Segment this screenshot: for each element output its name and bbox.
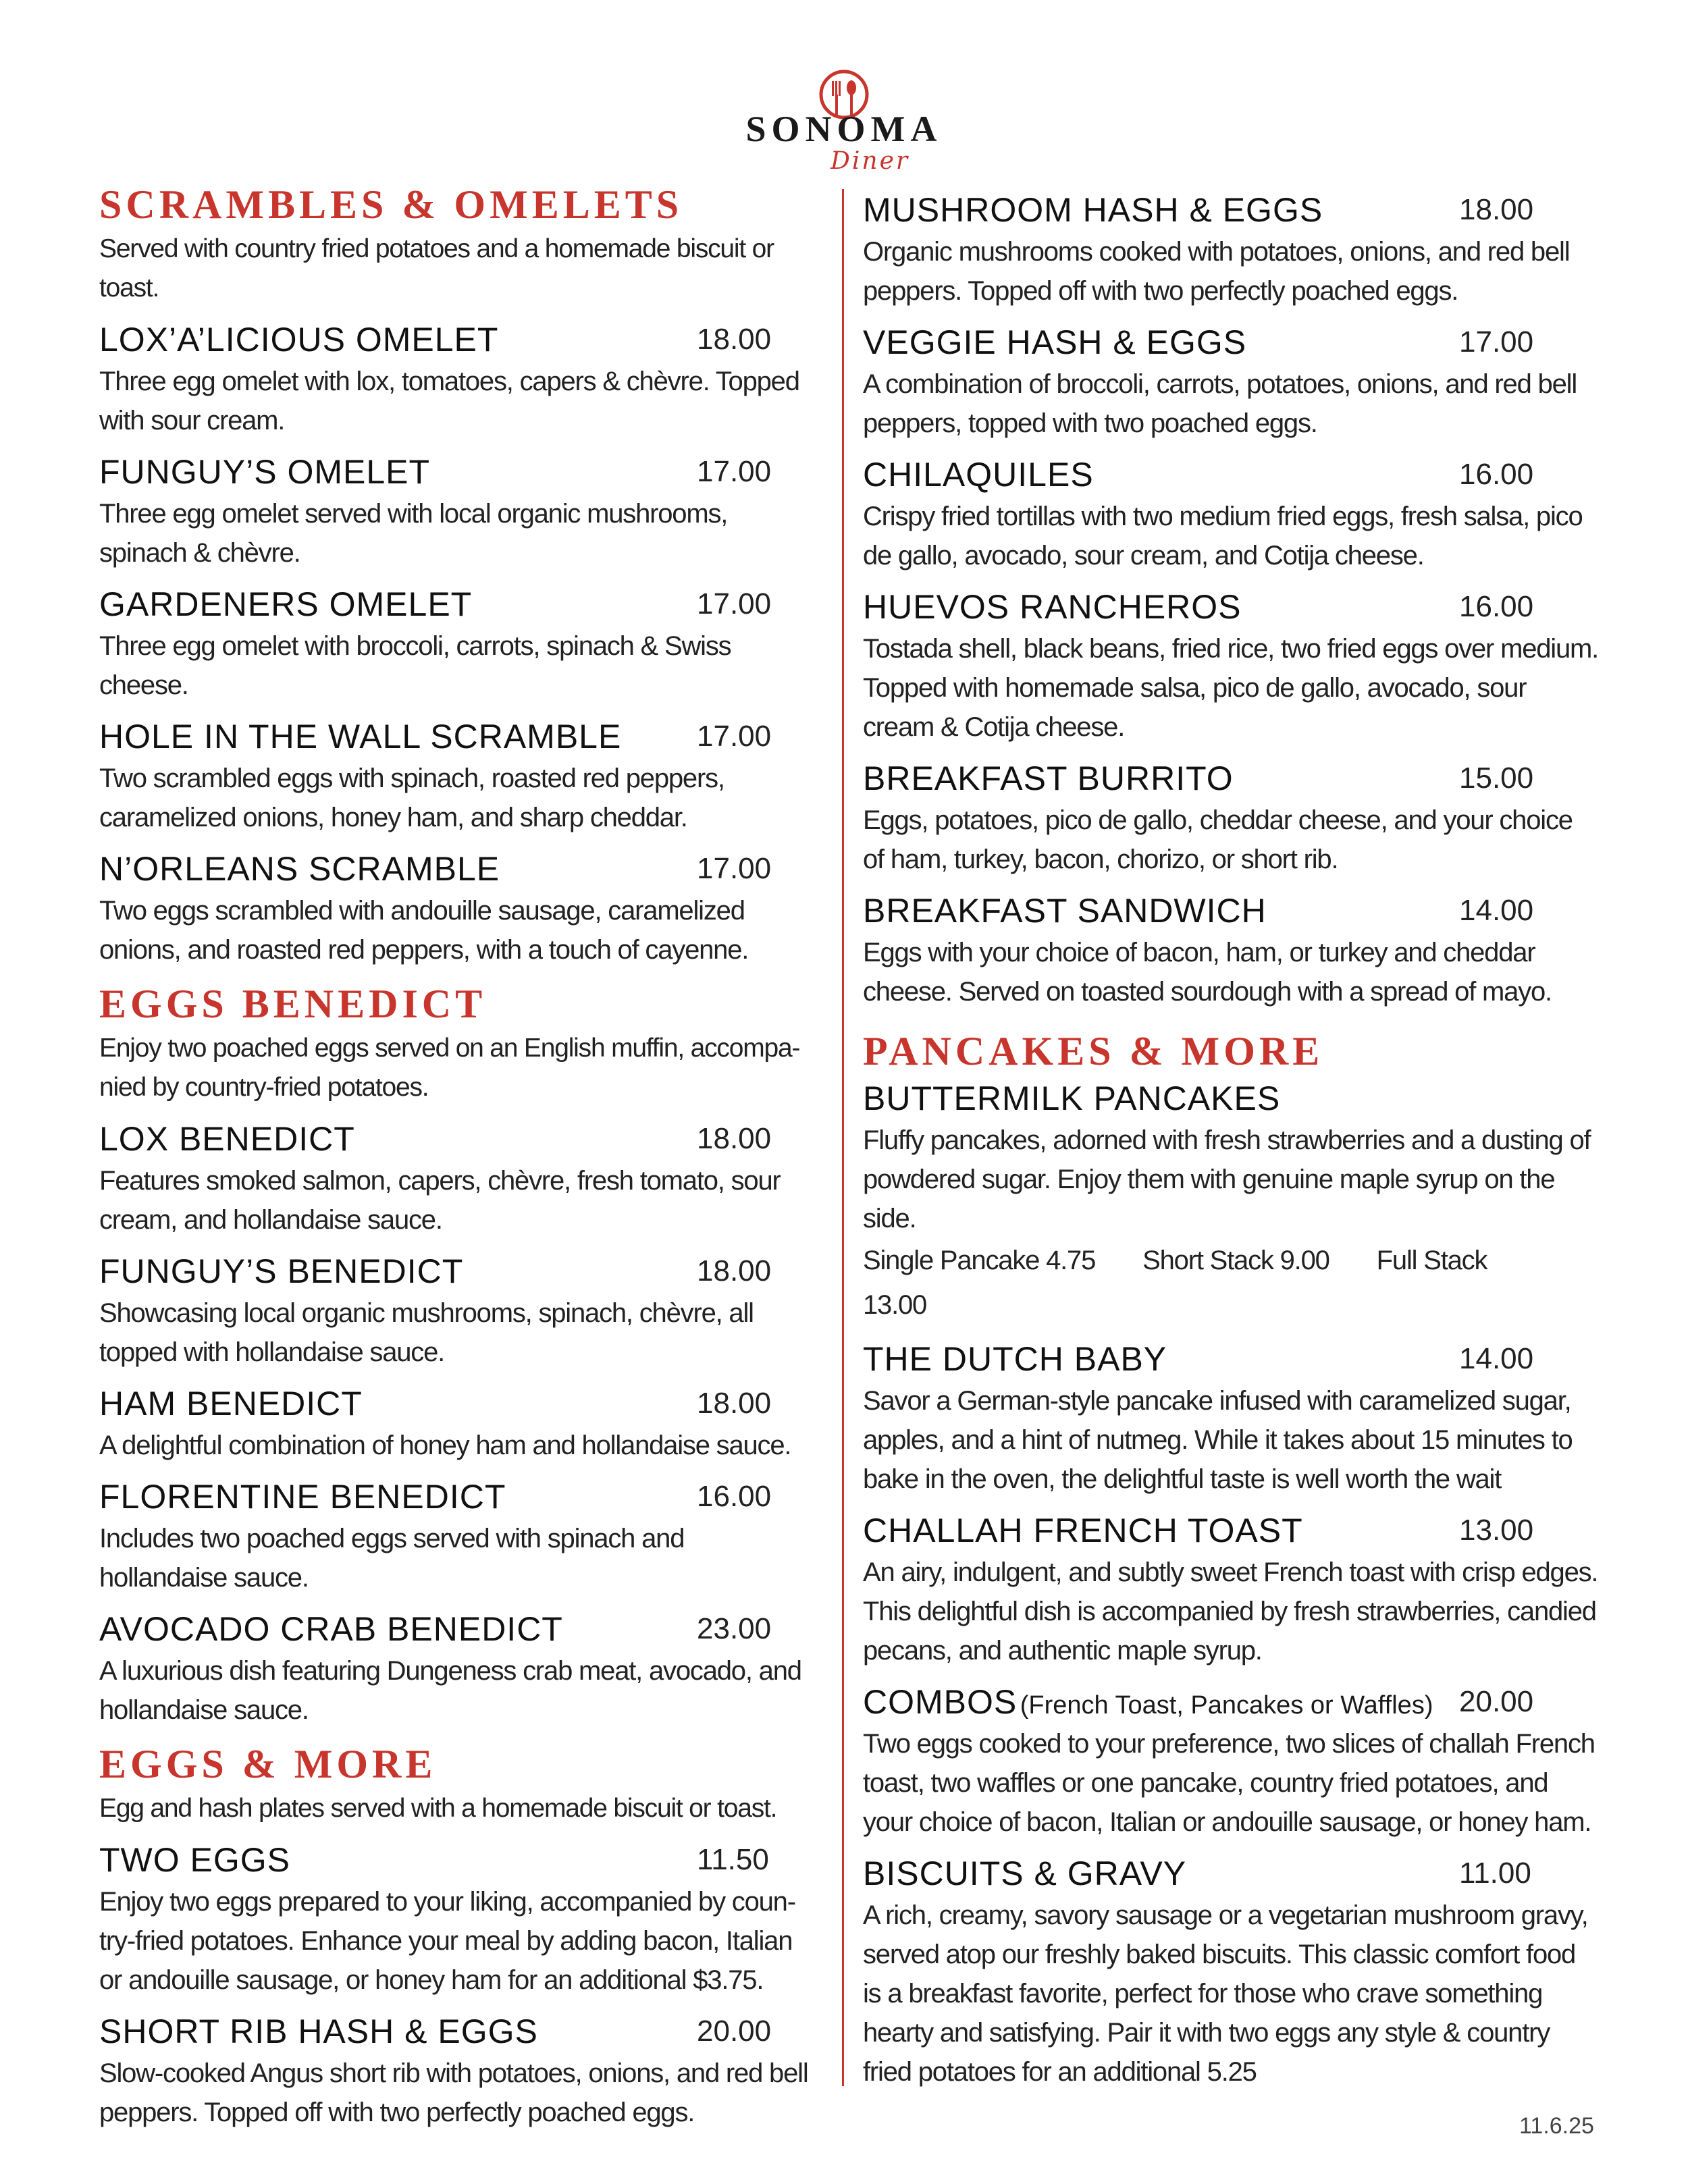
menu-item	[863, 1851, 1599, 2092]
item-desc: An airy, indulgent, and subtly sweet French toast with crisp edges. This delightful dish is accompanied by fresh strawberries, candied pecans, and authentic maple syrup.	[863, 1557, 1598, 1666]
item-price: 11.00	[1459, 1857, 1531, 1890]
item-name: N’ORLEANS SCRAMBLE	[99, 850, 500, 888]
item-desc: A combination of broccoli, carrots, potatoes, onions, and red bell peppers, topped with two poached eggs.	[863, 369, 1577, 438]
size-option: Short Stack 9.00	[1142, 1246, 1329, 1275]
menu-item	[99, 317, 815, 440]
menu-item	[863, 585, 1599, 747]
item-desc: Crispy fried tortillas with two medium fried eggs, fresh salsa, pico de gallo, avocado, sour cream, and Cotija cheese.	[863, 502, 1583, 570]
item-price: 18.00	[697, 323, 772, 356]
brand-script: Diner	[830, 147, 910, 175]
item-name: LOX BENEDICT	[99, 1120, 355, 1158]
item-name: TWO EGGS	[99, 1841, 290, 1879]
menu-item	[99, 2009, 815, 2132]
item-name: HUEVOS RANCHEROS	[863, 588, 1242, 626]
item-price: 17.00	[1459, 325, 1534, 358]
item-price: 16.00	[1459, 590, 1534, 623]
brand-name: SONOMA	[745, 109, 943, 149]
column-divider	[842, 189, 844, 2086]
item-name: BUTTERMILK PANCAKES	[863, 1080, 1281, 1117]
item-price: 18.00	[697, 1122, 772, 1155]
left-column	[99, 182, 815, 2132]
menu-item	[99, 1381, 815, 1465]
item-price: 16.00	[697, 1480, 772, 1513]
item-name: VEGGIE HASH & EGGS	[863, 323, 1247, 361]
item-price: 14.00	[1459, 1342, 1534, 1375]
item-desc: Three egg omelet with broccoli, carrots, spinach & Swiss cheese.	[99, 631, 731, 700]
item-price: 18.00	[1459, 193, 1534, 226]
item-price: 17.00	[697, 852, 772, 885]
size-options	[863, 1238, 1599, 1327]
item-desc: Three egg omelet served with local organic mushrooms, spinach & chèvre.	[99, 499, 728, 568]
section-title: SCRAMBLES & OMELETS	[99, 182, 683, 227]
section-title: EGGS & MORE	[99, 1742, 437, 1786]
item-name: LOX’A’LICIOUS OMELET	[99, 321, 499, 358]
logo	[729, 68, 959, 175]
menu-item	[99, 714, 815, 837]
item-name: HOLE IN THE WALL SCRAMBLE	[99, 718, 622, 755]
item-name: FUNGUY’S OMELET	[99, 453, 431, 491]
item-price: 11.50	[697, 1843, 769, 1876]
item-price: 14.00	[1459, 894, 1534, 927]
item-price: 18.00	[697, 1387, 772, 1420]
menu-item	[863, 320, 1599, 443]
menu-item	[863, 1076, 1599, 1327]
item-desc: Three egg omelet with lox, tomatoes, capers & chèvre. Topped with sour cream.	[99, 367, 799, 435]
item-name: GARDENERS OMELET	[99, 585, 473, 623]
item-name: CHALLAH FRENCH TOAST	[863, 1512, 1303, 1549]
item-price: 20.00	[697, 2015, 772, 2048]
item-desc: Two eggs cooked to your preference, two slices of challah French toast, two waffles or one pancake, country fried potatoes, and your choice of bacon, Italian or andouille sausage, or honey ham.	[863, 1729, 1595, 1837]
item-price: 13.00	[1459, 1514, 1534, 1547]
menu-date: 11.6.25	[1519, 2113, 1594, 2139]
item-desc: Includes two poached eggs served with spinach and hollandaise sauce.	[99, 1524, 685, 1593]
section-intro: Egg and hash plates served with a homemade biscuit or toast.	[99, 1794, 777, 1823]
menu-item	[863, 188, 1599, 311]
menu-item	[99, 582, 815, 705]
item-price: 15.00	[1459, 762, 1534, 795]
size-option: Full Stack 13.00	[863, 1246, 1487, 1320]
item-name: CHILAQUILES	[863, 456, 1094, 494]
section-intro: Served with country fried potatoes and a homemade biscuit or toast.	[99, 234, 774, 302]
section-title: PANCAKES & MORE	[863, 1029, 1324, 1073]
menu-item	[863, 756, 1599, 879]
menu-item	[99, 450, 815, 572]
section-title: EGGS BENEDICT	[99, 982, 487, 1026]
item-name: HAM BENEDICT	[99, 1385, 363, 1422]
item-desc: A delightful combination of honey ham and hollandaise sauce.	[99, 1431, 791, 1460]
item-name: AVOCADO CRAB BENEDICT	[99, 1610, 563, 1648]
menu-item	[99, 847, 815, 969]
item-price: 23.00	[697, 1612, 772, 1645]
menu-item	[99, 1838, 815, 2000]
size-option: Single Pancake 4.75	[863, 1246, 1096, 1275]
item-desc: Features smoked salmon, capers, chèvre, fresh tomato, sour cream, and hollandaise sauce.	[99, 1166, 781, 1235]
menu-item	[863, 888, 1599, 1011]
item-desc: Showcasing local organic mushrooms, spinach, chèvre, all topped with hollandaise sauce.	[99, 1298, 754, 1367]
item-name: BREAKFAST SANDWICH	[863, 892, 1267, 930]
item-desc: Eggs, potatoes, pico de gallo, cheddar cheese, and your choice of ham, turkey, bacon, chorizo, or short rib.	[863, 805, 1573, 874]
item-name: BREAKFAST BURRITO	[863, 760, 1234, 797]
item-name: MUSHROOM HASH & EGGS	[863, 191, 1323, 229]
menu-item	[863, 1508, 1599, 1670]
item-price: 20.00	[1459, 1685, 1534, 1718]
item-name: COMBOS	[863, 1683, 1018, 1721]
item-subtitle: (French Toast, Pancakes or Waffles)	[1020, 1691, 1433, 1720]
item-desc: Fluffy pancakes, adorned with fresh strawberries and a dusting of powdered sugar. Enjoy them with genuine maple syrup on the side.	[863, 1125, 1591, 1233]
menu-item	[99, 1474, 815, 1597]
menu-item	[99, 1117, 815, 1240]
item-desc: A rich, creamy, savory sausage or a vegetarian mushroom gravy, served atop our freshly baked biscuits. This classic comfort food is a breakfast favorite, perfect for those who crave something hearty and satisfying. Pair it with two eggs any style & country fried potatoes for an additional 5.25	[863, 1900, 1588, 2087]
right-column	[863, 188, 1599, 2092]
section-intro: Enjoy two poached eggs served on an English muffin, accompa- nied by country-fried potatoes.	[99, 1034, 800, 1102]
item-desc: Tostada shell, black beans, fried rice, two fried eggs over medium. Topped with homemade salsa, pico de gallo, avocado, sour cream & Cotija cheese.	[863, 634, 1599, 742]
item-name: BISCUITS & GRAVY	[863, 1855, 1187, 1892]
item-desc: A luxurious dish featuring Dungeness crab meat, avocado, and hollandaise sauce.	[99, 1656, 801, 1725]
menu-item	[863, 1337, 1599, 1499]
item-price: 17.00	[697, 455, 772, 488]
item-name: FLORENTINE BENEDICT	[99, 1478, 506, 1516]
item-desc: Organic mushrooms cooked with potatoes, onions, and red bell peppers. Topped off with two perfectly poached eggs.	[863, 237, 1570, 306]
item-price: 17.00	[697, 587, 772, 620]
item-desc: Savor a German-style pancake infused with caramelized sugar, apples, and a hint of nutmeg. While it takes about 15 minutes to bake in the oven, the delightful taste is well worth the wait	[863, 1386, 1573, 1494]
menu-item	[99, 1607, 815, 1730]
item-name: SHORT RIB HASH & EGGS	[99, 2013, 538, 2050]
item-desc: Two eggs scrambled with andouille sausage, caramelized onions, and roasted red peppers, with a touch of cayenne.	[99, 896, 749, 965]
item-desc: Two scrambled eggs with spinach, roasted red peppers, caramelized onions, honey ham, and sharp cheddar.	[99, 764, 724, 832]
menu-item	[99, 1249, 815, 1372]
item-desc: Eggs with your choice of bacon, ham, or turkey and cheddar cheese. Served on toasted sourdough with a spread of mayo.	[863, 938, 1552, 1007]
item-name: FUNGUY’S BENEDICT	[99, 1252, 464, 1290]
item-price: 18.00	[697, 1254, 772, 1287]
item-desc: Slow-cooked Angus short rib with potatoes, onions, and red bell peppers. Topped off with two perfectly poached eggs.	[99, 2058, 808, 2127]
menu-item	[863, 452, 1599, 575]
item-name: THE DUTCH BABY	[863, 1340, 1167, 1378]
item-desc: Enjoy two eggs prepared to your liking, accompanied by coun- try-fried potatoes. Enhance your meal by adding bacon, Italian or andouille sausage, or honey ham for an additional $3.75.	[99, 1887, 795, 1995]
menu-item	[863, 1680, 1599, 1842]
item-price: 17.00	[697, 720, 772, 753]
item-price: 16.00	[1459, 458, 1534, 491]
